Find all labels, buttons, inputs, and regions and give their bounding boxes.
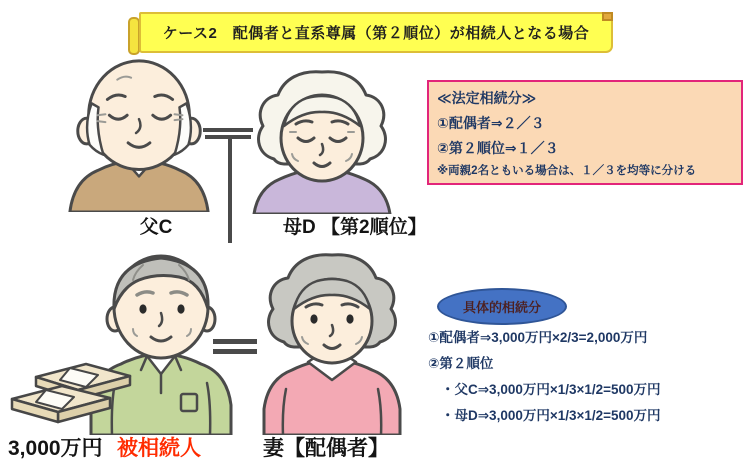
concrete-share-calculations <box>428 325 746 429</box>
wife-label: 妻【配偶者】 <box>263 437 389 460</box>
father-illustration <box>55 54 223 212</box>
money-amount-label: 3,000万円 <box>8 437 103 460</box>
wife-illustration <box>258 249 406 435</box>
calc-second-rank-heading: ②第２順位 <box>428 356 494 371</box>
banner-scroll-fold <box>602 12 613 21</box>
calc-spouse: ①配偶者⇒3,000万円×2/3=2,000万円 <box>428 330 648 345</box>
concrete-share-badge <box>437 288 567 325</box>
father-label: 父C <box>139 217 173 238</box>
parent-child-line <box>228 139 232 243</box>
statutory-share-spouse: ①配偶者⇒２／３ <box>437 115 545 131</box>
case-title: ケース2 配偶者と直系尊属（第２順位）が相続人となる場合 <box>162 25 590 42</box>
statutory-share-second-rank: ②第２順位⇒１／３ <box>437 140 559 156</box>
calc-father: ・父C⇒3,000万円×1/3×1/2=500万円 <box>441 382 661 397</box>
mother-illustration <box>246 66 398 214</box>
concrete-share-title: 具体的相続分 <box>462 300 541 315</box>
calc-mother: ・母D⇒3,000万円×1/3×1/2=500万円 <box>441 408 661 423</box>
decedent-label: 被相続人 <box>117 437 201 460</box>
banner-scroll-body <box>139 12 613 53</box>
money-stacks-illustration <box>6 360 136 434</box>
statutory-share-note: ※両親2名ともいる場合は、１／３を均等に分ける <box>437 165 697 177</box>
case-banner <box>128 10 615 56</box>
statutory-share-title: ≪法定相続分≫ <box>437 90 537 106</box>
statutory-share-box <box>427 80 743 185</box>
mother-label: 母D 【第2順位】 <box>283 217 427 238</box>
